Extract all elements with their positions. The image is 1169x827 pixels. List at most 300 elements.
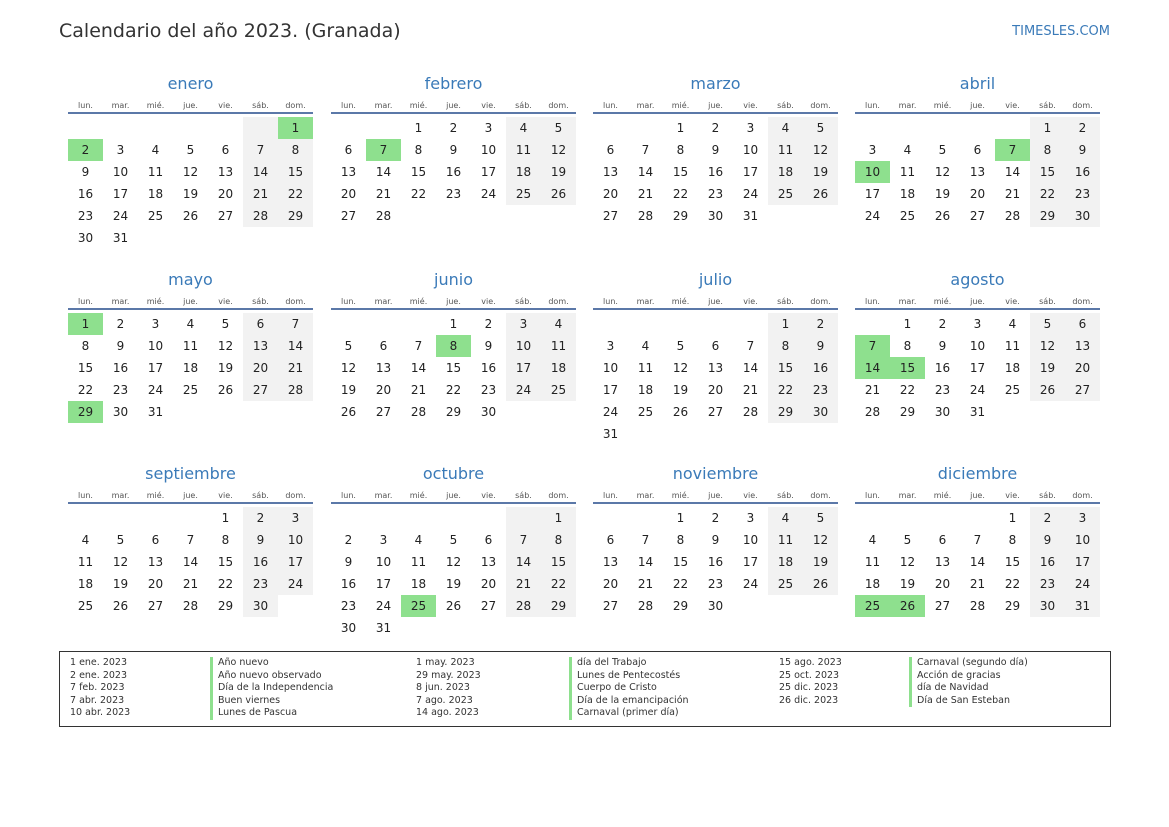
month-julio xyxy=(593,270,838,445)
day-cell: 12 xyxy=(803,529,838,551)
weekday-header xyxy=(593,490,838,504)
day-cell: 31 xyxy=(602,427,619,441)
day-cell-empty xyxy=(698,313,733,335)
day-cell: 5 xyxy=(938,143,947,157)
day-cell: 3 xyxy=(746,511,755,525)
month-abril xyxy=(855,74,1100,227)
day-cell-empty xyxy=(103,507,138,529)
day-cell: 22 xyxy=(672,187,689,201)
weekday-label: dom. xyxy=(548,101,569,110)
day-cell: 14 xyxy=(243,161,278,183)
day-cell: 17 xyxy=(375,577,392,591)
days-grid xyxy=(331,117,576,227)
day-cell: 31 xyxy=(742,209,759,223)
day-cell: 19 xyxy=(803,161,838,183)
weekday-label: lun. xyxy=(78,491,93,500)
day-cell: 16 xyxy=(77,187,94,201)
day-cell: 4 xyxy=(768,507,803,529)
day-cell-empty xyxy=(960,117,995,139)
day-cell: 19 xyxy=(934,187,951,201)
holiday-legend xyxy=(59,651,1111,727)
day-cell: 30 xyxy=(934,405,951,419)
day-cell: 5 xyxy=(186,143,195,157)
day-cell: 28 xyxy=(637,599,654,613)
month-enero xyxy=(68,74,313,249)
day-cell: 14 xyxy=(506,551,541,573)
month-title: julio xyxy=(698,270,733,289)
holiday-date: 7 feb. 2023 xyxy=(70,682,125,694)
day-cell: 28 xyxy=(1004,209,1021,223)
day-cell: 1 xyxy=(768,313,803,335)
day-cell-empty xyxy=(401,313,436,335)
page-title: Calendario del año 2023. (Granada) xyxy=(59,20,401,42)
day-cell: 28 xyxy=(182,599,199,613)
day-cell-empty xyxy=(628,117,663,139)
day-cell: 23 xyxy=(445,187,462,201)
day-cell: 9 xyxy=(938,339,947,353)
weekday-label: mar. xyxy=(636,491,655,500)
day-cell: 18 xyxy=(541,357,576,379)
day-cell-holiday: 15 xyxy=(890,357,925,379)
day-cell: 8 xyxy=(768,335,803,357)
day-cell: 26 xyxy=(445,599,462,613)
day-cell: 30 xyxy=(112,405,129,419)
day-cell: 26 xyxy=(934,209,951,223)
day-cell: 12 xyxy=(541,139,576,161)
day-cell: 24 xyxy=(278,573,313,595)
holiday-date: 7 abr. 2023 xyxy=(70,694,125,706)
day-cell: 20 xyxy=(340,187,357,201)
day-cell: 4 xyxy=(506,117,541,139)
day-cell-empty xyxy=(366,117,401,139)
day-cell: 6 xyxy=(151,533,160,547)
weekday-label: mié. xyxy=(671,101,690,110)
day-cell: 10 xyxy=(112,165,129,179)
day-cell: 20 xyxy=(243,357,278,379)
day-cell: 1 xyxy=(676,511,685,525)
day-cell: 20 xyxy=(602,187,619,201)
day-cell-empty xyxy=(366,507,401,529)
day-cell-empty xyxy=(890,507,925,529)
day-cell: 5 xyxy=(449,533,458,547)
day-cell: 4 xyxy=(151,143,160,157)
day-cell: 14 xyxy=(742,361,759,375)
day-cell: 13 xyxy=(147,555,164,569)
holiday-name: Lunes de Pentecostés xyxy=(569,670,680,683)
day-cell: 3 xyxy=(484,121,493,135)
weekday-label: mié. xyxy=(933,491,952,500)
day-cell: 5 xyxy=(221,317,230,331)
weekday-label: mar. xyxy=(374,297,393,306)
day-cell: 8 xyxy=(221,533,230,547)
weekday-label: jue. xyxy=(183,297,198,306)
day-cell: 22 xyxy=(278,183,313,205)
day-cell: 27 xyxy=(340,209,357,223)
day-cell: 28 xyxy=(278,379,313,401)
day-cell: 24 xyxy=(375,599,392,613)
day-cell: 16 xyxy=(707,165,724,179)
day-cell: 16 xyxy=(480,361,497,375)
day-cell-holiday: 7 xyxy=(995,139,1030,161)
day-cell: 6 xyxy=(973,143,982,157)
day-cell: 22 xyxy=(768,379,803,401)
day-cell: 18 xyxy=(899,187,916,201)
weekday-label: dom. xyxy=(1072,297,1093,306)
day-cell-holiday: 8 xyxy=(436,335,471,357)
day-cell: 6 xyxy=(344,143,353,157)
day-cell: 2 xyxy=(449,121,458,135)
day-cell: 31 xyxy=(375,621,392,635)
day-cell: 21 xyxy=(506,573,541,595)
weekday-label: mar. xyxy=(374,491,393,500)
day-cell-holiday: 26 xyxy=(890,595,925,617)
day-cell: 11 xyxy=(899,165,916,179)
day-cell: 7 xyxy=(186,533,195,547)
holiday-name: Buen viernes xyxy=(210,695,280,708)
day-cell: 7 xyxy=(973,533,982,547)
day-cell: 13 xyxy=(243,335,278,357)
day-cell: 12 xyxy=(445,555,462,569)
day-cell: 13 xyxy=(340,165,357,179)
weekday-label: vie. xyxy=(481,297,496,306)
weekday-label: jue. xyxy=(708,101,723,110)
weekday-label: vie. xyxy=(743,101,758,110)
weekday-label: sáb. xyxy=(515,101,532,110)
day-cell: 19 xyxy=(445,577,462,591)
weekday-label: dom. xyxy=(548,491,569,500)
day-cell-holiday: 29 xyxy=(68,401,103,423)
weekday-header xyxy=(331,296,576,310)
days-grid xyxy=(331,313,576,423)
day-cell: 22 xyxy=(445,383,462,397)
day-cell: 11 xyxy=(77,555,94,569)
day-cell: 9 xyxy=(449,143,458,157)
holiday-date: 15 ago. 2023 xyxy=(779,657,842,668)
day-cell: 11 xyxy=(147,165,164,179)
day-cell: 11 xyxy=(1004,339,1021,353)
day-cell: 25 xyxy=(768,573,803,595)
day-cell: 26 xyxy=(112,599,129,613)
day-cell-empty xyxy=(733,313,768,335)
month-junio xyxy=(331,270,576,423)
day-cell: 4 xyxy=(641,339,650,353)
days-grid xyxy=(68,313,313,423)
weekday-label: jue. xyxy=(970,491,985,500)
day-cell: 11 xyxy=(637,361,654,375)
weekday-label: sáb. xyxy=(777,101,794,110)
day-cell: 2 xyxy=(484,317,493,331)
day-cell: 10 xyxy=(742,143,759,157)
weekday-label: dom. xyxy=(285,491,306,500)
weekday-label: mar. xyxy=(111,491,130,500)
weekday-label: mié. xyxy=(409,297,428,306)
day-cell: 13 xyxy=(217,165,234,179)
day-cell: 4 xyxy=(1008,317,1017,331)
holiday-date: 26 dic. 2023 xyxy=(779,694,839,706)
weekday-label: sáb. xyxy=(1039,101,1056,110)
day-cell: 17 xyxy=(278,551,313,573)
month-title: mayo xyxy=(168,270,213,289)
day-cell: 18 xyxy=(410,577,427,591)
day-cell: 1 xyxy=(676,121,685,135)
weekday-label: mié. xyxy=(671,491,690,500)
day-cell: 15 xyxy=(672,165,689,179)
day-cell: 14 xyxy=(969,555,986,569)
month-title: enero xyxy=(167,74,214,93)
weekday-label: sáb. xyxy=(252,491,269,500)
day-cell-empty xyxy=(628,507,663,529)
day-cell: 10 xyxy=(480,143,497,157)
day-cell: 14 xyxy=(278,335,313,357)
weekday-label: mié. xyxy=(933,101,952,110)
weekday-label: mar. xyxy=(374,101,393,110)
day-cell: 3 xyxy=(973,317,982,331)
month-marzo xyxy=(593,74,838,227)
weekday-label: mié. xyxy=(409,491,428,500)
day-cell: 5 xyxy=(903,533,912,547)
day-cell-empty xyxy=(471,507,506,529)
day-cell: 13 xyxy=(1065,335,1100,357)
day-cell: 23 xyxy=(707,577,724,591)
day-cell: 16 xyxy=(1030,551,1065,573)
day-cell: 6 xyxy=(243,313,278,335)
day-cell: 22 xyxy=(217,577,234,591)
day-cell: 11 xyxy=(410,555,427,569)
day-cell: 3 xyxy=(506,313,541,335)
day-cell: 29 xyxy=(899,405,916,419)
day-cell: 4 xyxy=(414,533,423,547)
day-cell: 22 xyxy=(1004,577,1021,591)
weekday-label: sáb. xyxy=(252,101,269,110)
weekday-label: sáb. xyxy=(515,297,532,306)
day-cell-empty xyxy=(173,507,208,529)
day-cell: 11 xyxy=(864,555,881,569)
day-cell: 23 xyxy=(243,573,278,595)
day-cell: 9 xyxy=(484,339,493,353)
month-septiembre xyxy=(68,464,313,617)
day-cell-empty xyxy=(243,117,278,139)
day-cell-empty xyxy=(628,313,663,335)
month-title: marzo xyxy=(690,74,741,93)
day-cell: 30 xyxy=(77,231,94,245)
day-cell: 22 xyxy=(899,383,916,397)
day-cell: 19 xyxy=(112,577,129,591)
holiday-date: 14 ago. 2023 xyxy=(416,707,479,719)
day-cell: 12 xyxy=(217,339,234,353)
day-cell: 1 xyxy=(414,121,423,135)
day-cell: 20 xyxy=(602,577,619,591)
day-cell: 8 xyxy=(903,339,912,353)
day-cell: 8 xyxy=(1008,533,1017,547)
day-cell-empty xyxy=(960,507,995,529)
day-cell: 21 xyxy=(969,577,986,591)
day-cell: 17 xyxy=(602,383,619,397)
day-cell: 29 xyxy=(1004,599,1021,613)
day-cell: 15 xyxy=(445,361,462,375)
holiday-date: 10 abr. 2023 xyxy=(70,707,131,719)
weekday-label: vie. xyxy=(1005,101,1020,110)
day-cell: 24 xyxy=(506,379,541,401)
day-cell: 30 xyxy=(1030,595,1065,617)
day-cell: 21 xyxy=(637,577,654,591)
day-cell: 10 xyxy=(375,555,392,569)
days-grid xyxy=(593,507,838,617)
holiday-date: 1 may. 2023 xyxy=(416,657,475,668)
day-cell-holiday: 25 xyxy=(855,595,890,617)
day-cell: 25 xyxy=(899,209,916,223)
weekday-header xyxy=(855,296,1100,310)
day-cell: 16 xyxy=(112,361,129,375)
day-cell: 19 xyxy=(182,187,199,201)
day-cell: 12 xyxy=(803,139,838,161)
holiday-date: 29 may. 2023 xyxy=(416,669,481,681)
day-cell: 5 xyxy=(116,533,125,547)
day-cell: 16 xyxy=(445,165,462,179)
day-cell: 20 xyxy=(217,187,234,201)
day-cell: 12 xyxy=(182,165,199,179)
day-cell: 13 xyxy=(707,361,724,375)
weekday-label: lun. xyxy=(341,491,356,500)
month-title: octubre xyxy=(422,464,485,483)
month-title: febrero xyxy=(424,74,483,93)
day-cell: 18 xyxy=(1004,361,1021,375)
day-cell: 8 xyxy=(414,143,423,157)
day-cell: 6 xyxy=(711,339,720,353)
day-cell: 15 xyxy=(278,161,313,183)
day-cell: 28 xyxy=(969,599,986,613)
day-cell: 10 xyxy=(147,339,164,353)
day-cell-empty xyxy=(138,507,173,529)
day-cell: 5 xyxy=(344,339,353,353)
weekday-label: jue. xyxy=(183,491,198,500)
day-cell: 23 xyxy=(934,383,951,397)
weekday-label: mié. xyxy=(671,297,690,306)
holiday-name: Carnaval (segundo día) xyxy=(909,657,1028,670)
holiday-name: Carnaval (primer día) xyxy=(569,707,679,720)
holiday-date: 7 ago. 2023 xyxy=(416,694,473,706)
weekday-label: mar. xyxy=(898,491,917,500)
month-febrero xyxy=(331,74,576,227)
day-cell: 30 xyxy=(480,405,497,419)
holiday-name: Cuerpo de Cristo xyxy=(569,682,657,695)
day-cell: 1 xyxy=(1030,117,1065,139)
day-cell-empty xyxy=(331,117,366,139)
day-cell: 5 xyxy=(676,339,685,353)
weekday-label: lun. xyxy=(603,297,618,306)
day-cell-empty xyxy=(855,117,890,139)
day-cell-empty xyxy=(995,117,1030,139)
day-cell-empty xyxy=(925,117,960,139)
holiday-name: Acción de gracias xyxy=(909,670,1001,683)
site-link[interactable]: TIMESLES.COM xyxy=(1012,24,1110,39)
day-cell: 27 xyxy=(934,599,951,613)
day-cell: 4 xyxy=(903,143,912,157)
day-cell: 17 xyxy=(969,361,986,375)
day-cell: 7 xyxy=(746,339,755,353)
day-cell: 3 xyxy=(606,339,615,353)
day-cell: 7 xyxy=(278,313,313,335)
day-cell: 23 xyxy=(1030,573,1065,595)
day-cell: 8 xyxy=(676,143,685,157)
day-cell: 4 xyxy=(768,117,803,139)
month-title: abril xyxy=(959,74,996,93)
holiday-name: Año nuevo observado xyxy=(210,670,322,683)
weekday-label: jue. xyxy=(708,491,723,500)
day-cell-empty xyxy=(890,117,925,139)
day-cell: 27 xyxy=(707,405,724,419)
day-cell: 15 xyxy=(410,165,427,179)
day-cell: 28 xyxy=(375,209,392,223)
day-cell: 3 xyxy=(151,317,160,331)
day-cell: 27 xyxy=(147,599,164,613)
day-cell: 5 xyxy=(1030,313,1065,335)
day-cell: 7 xyxy=(641,143,650,157)
day-cell: 24 xyxy=(1065,573,1100,595)
weekday-label: mar. xyxy=(111,297,130,306)
day-cell: 6 xyxy=(606,533,615,547)
day-cell: 11 xyxy=(768,529,803,551)
weekday-label: lun. xyxy=(865,491,880,500)
month-mayo xyxy=(68,270,313,423)
weekday-label: jue. xyxy=(446,491,461,500)
day-cell-empty xyxy=(593,313,628,335)
day-cell: 12 xyxy=(1030,335,1065,357)
day-cell: 16 xyxy=(243,551,278,573)
day-cell: 13 xyxy=(969,165,986,179)
month-title: noviembre xyxy=(672,464,759,483)
weekday-header xyxy=(331,100,576,114)
weekday-label: mié. xyxy=(933,297,952,306)
month-title: junio xyxy=(434,270,473,289)
day-cell: 21 xyxy=(182,577,199,591)
day-cell: 15 xyxy=(672,555,689,569)
day-cell: 1 xyxy=(449,317,458,331)
day-cell: 7 xyxy=(414,339,423,353)
weekday-header xyxy=(855,100,1100,114)
weekday-label: vie. xyxy=(743,297,758,306)
day-cell: 29 xyxy=(1030,205,1065,227)
day-cell: 3 xyxy=(1065,507,1100,529)
day-cell: 6 xyxy=(221,143,230,157)
day-cell: 26 xyxy=(541,183,576,205)
day-cell: 23 xyxy=(340,599,357,613)
weekday-label: lun. xyxy=(603,491,618,500)
weekday-label: sáb. xyxy=(515,491,532,500)
day-cell: 2 xyxy=(1065,117,1100,139)
day-cell: 16 xyxy=(803,357,838,379)
day-cell: 12 xyxy=(672,361,689,375)
day-cell: 31 xyxy=(147,405,164,419)
days-grid xyxy=(68,117,313,249)
holiday-name: Año nuevo xyxy=(210,657,269,670)
day-cell: 25 xyxy=(506,183,541,205)
day-cell: 30 xyxy=(707,599,724,613)
holiday-date: 8 jun. 2023 xyxy=(416,682,470,694)
day-cell-empty xyxy=(331,313,366,335)
days-grid xyxy=(68,507,313,617)
weekday-header xyxy=(68,100,313,114)
weekday-label: dom. xyxy=(810,297,831,306)
day-cell: 9 xyxy=(1065,139,1100,161)
day-cell: 30 xyxy=(803,401,838,423)
day-cell: 18 xyxy=(864,577,881,591)
day-cell: 3 xyxy=(278,507,313,529)
days-grid xyxy=(855,313,1100,423)
day-cell: 25 xyxy=(637,405,654,419)
day-cell: 26 xyxy=(672,405,689,419)
day-cell: 26 xyxy=(803,183,838,205)
day-cell: 18 xyxy=(506,161,541,183)
